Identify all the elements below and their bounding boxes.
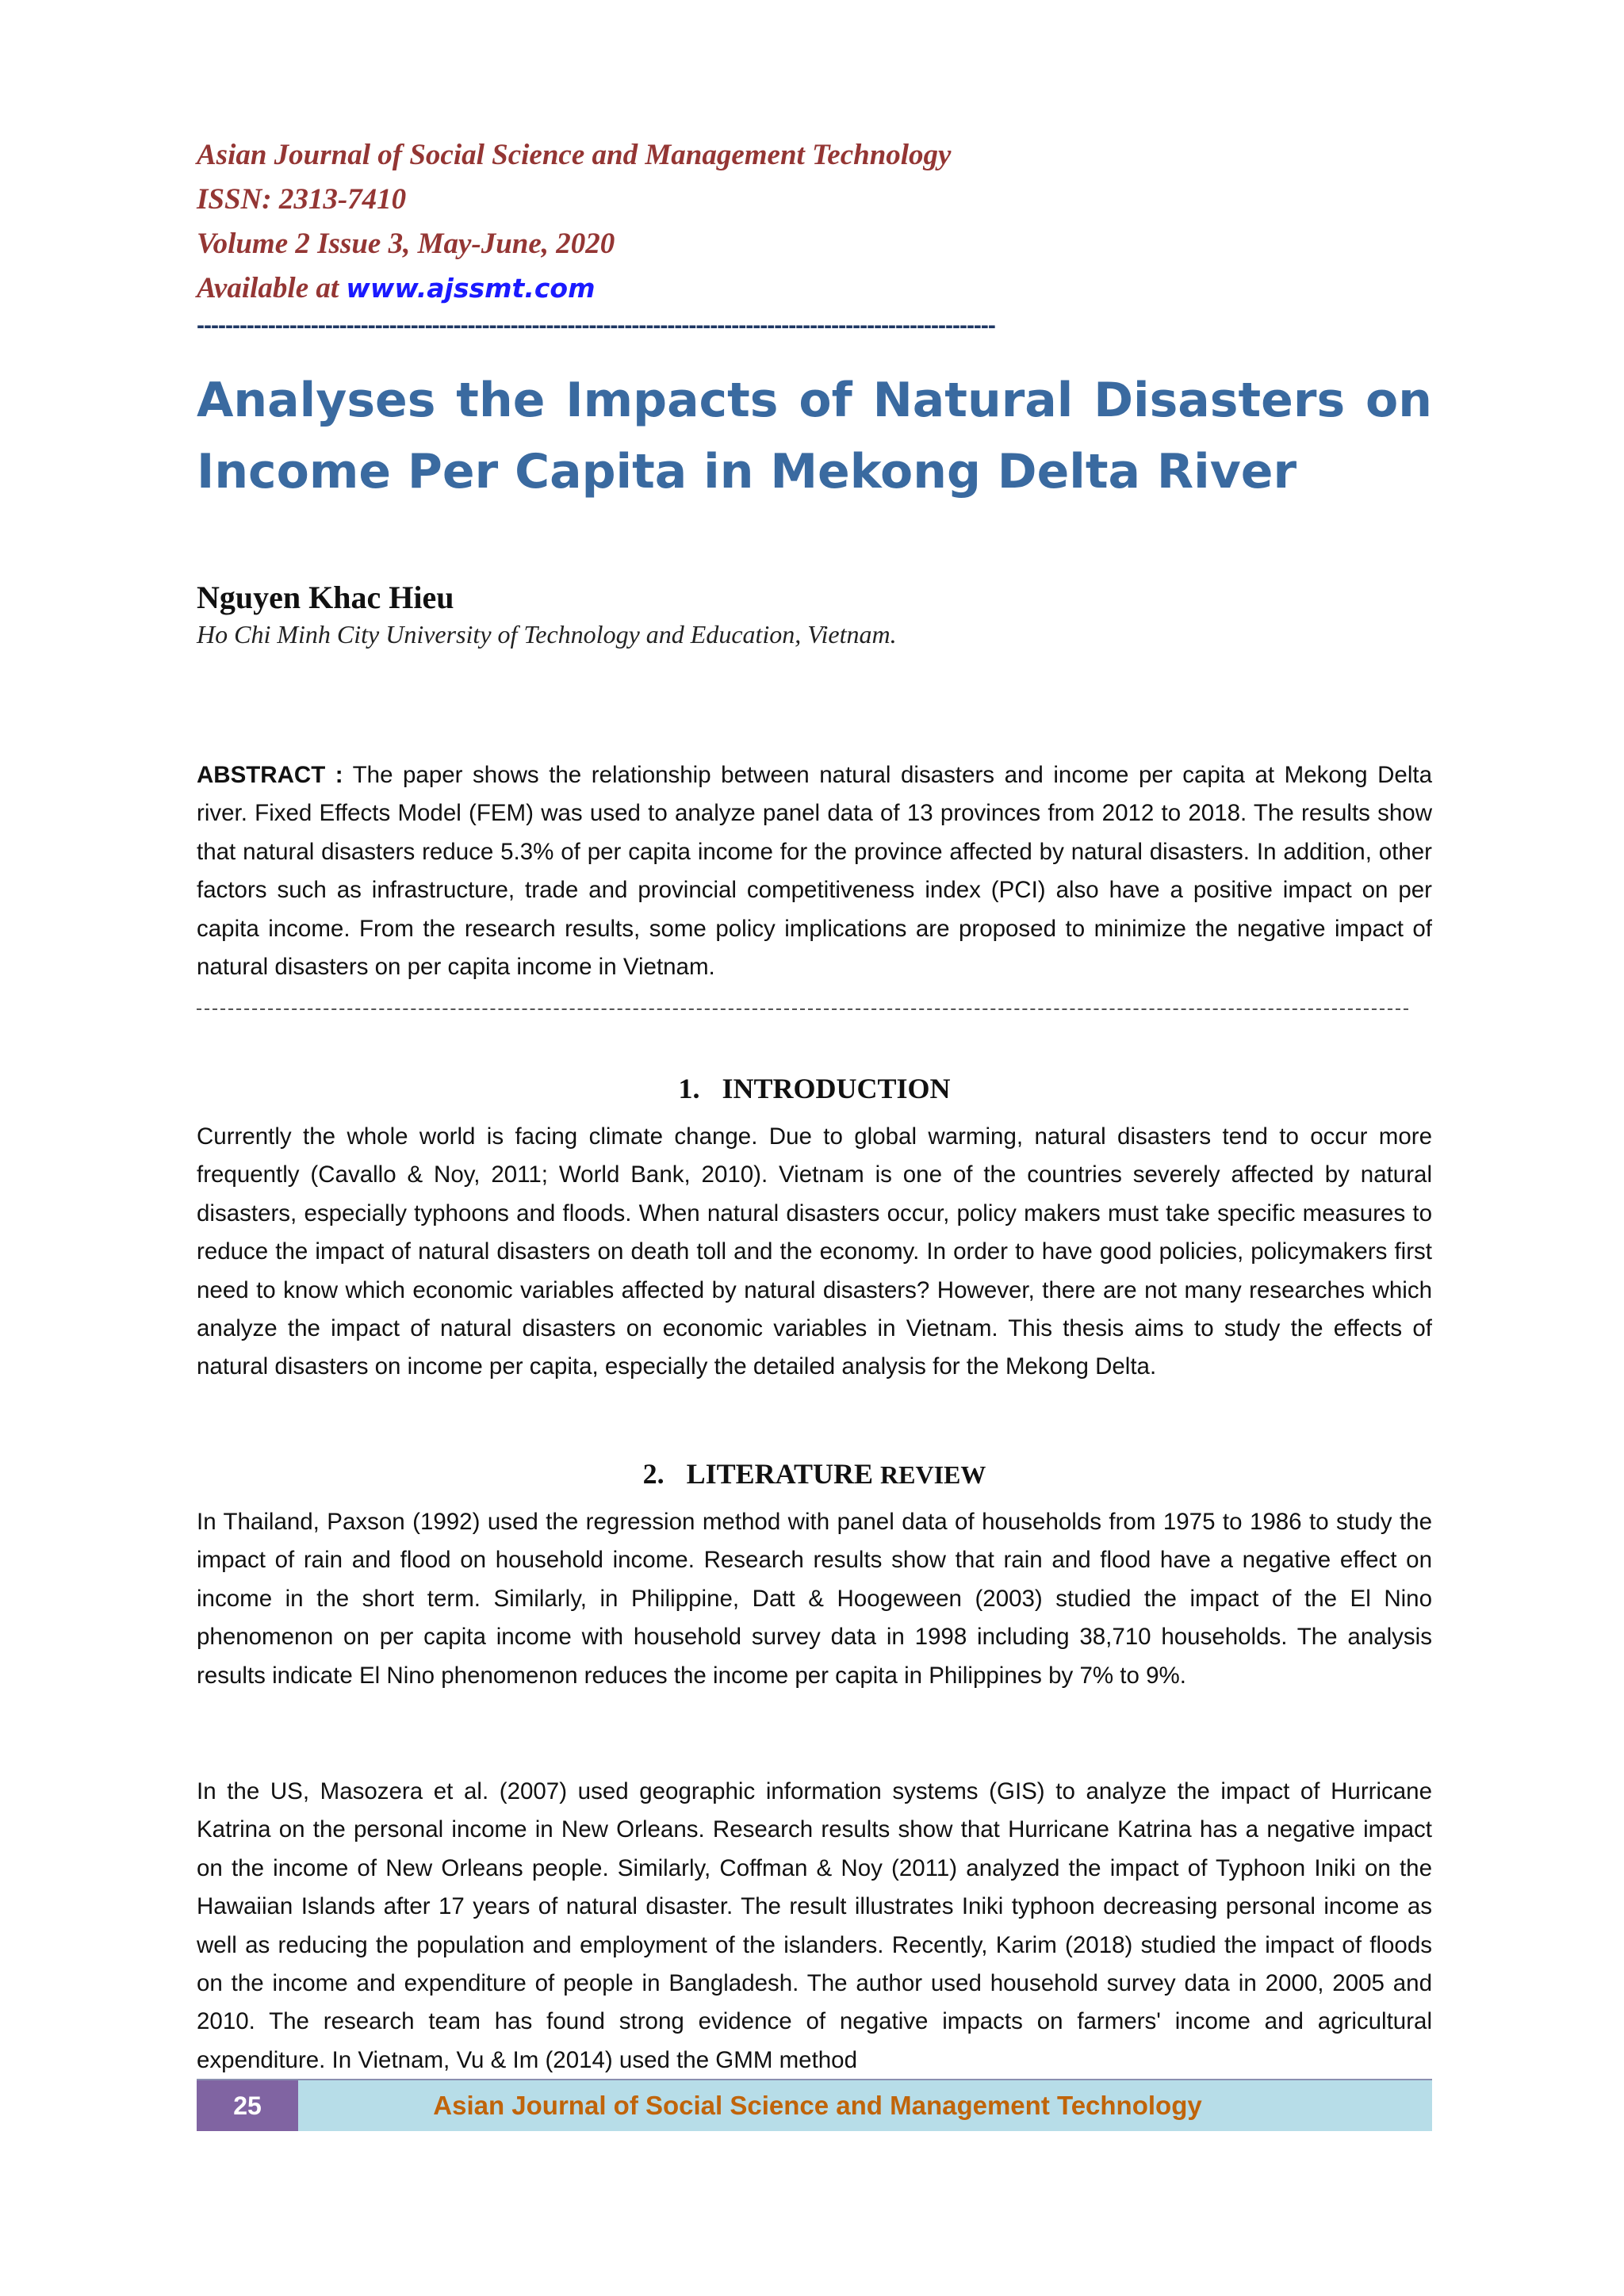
section-number: 2. bbox=[642, 1458, 665, 1490]
section-title: INTRODUCTION bbox=[722, 1073, 951, 1104]
journal-issn: ISSN: 2313-7410 bbox=[197, 183, 407, 216]
page-number: 25 bbox=[197, 2080, 298, 2131]
journal-header bbox=[197, 133, 1432, 339]
section-title-main: LITERATURE bbox=[686, 1458, 874, 1490]
journal-name: Asian Journal of Social Science and Management Technology bbox=[197, 139, 952, 171]
abstract bbox=[197, 756, 1432, 986]
section-title-rest: REVIEW bbox=[880, 1460, 986, 1489]
introduction-paragraph: Currently the whole world is facing climate change. Due to global warming, natural disasters tend to occur more frequently (Cavallo & Noy, 2011; World Bank, 2010). Vietnam is one of the countries severely affected by natural disasters, especially typhoons and floods. When natural disasters occur, policy makers must take specific measures to reduce the impact of natural disasters on death toll and the economy. In order to have good policies, policymakers first need to know which economic variables affected by natural disasters? However, there are not many researches which analyze the impact of natural disasters on economic variables in Vietnam. This thesis aims to study the effects of natural disasters on income per capita, especially the detailed analysis for the Mekong Delta. bbox=[197, 1123, 1432, 1380]
available-prefix: Available at bbox=[197, 272, 347, 304]
page-footer bbox=[197, 2079, 1432, 2131]
section-heading-introduction bbox=[197, 1072, 1432, 1105]
paper-title-line-2: Income Per Capita in Mekong Delta River bbox=[197, 444, 1297, 499]
paper-title bbox=[197, 365, 1432, 507]
section-number: 1. bbox=[678, 1073, 700, 1104]
literature-paragraph-2: In the US, Masozera et al. (2007) used geographic information systems (GIS) to analyze the impact of Hurricane Katrina on the personal income in New Orleans. Research results show that Hurricane Katrina has a negative impact on the income of New Orleans people. Similarly, Coffman & Noy (2011) analyzed the impact of Typhoon Iniki on the Hawaiian Islands after 17 years of natural disaster. The result illustrates Iniki typhoon decreasing personal income as well as reducing the population and employment of the islanders. Recently, Karim (2018) studied the impact of floods on the income and expenditure of people in Bangladesh. The author used household survey data in 2000, 2005 and 2010. The research team has found strong evidence of negative impacts on farmers' income and agricultural expenditure. In Vietnam, Vu & Im (2014) used the GMM method bbox=[197, 1778, 1432, 2073]
abstract-text: The paper shows the relationship between natural disasters and income per capita at Mekong Delta river. Fixed Effects Model (FEM) was used to analyze panel data of 13 provinces from 2012 to 2018. The results show that natural disasters reduce 5.3% of per capita income for the province affected by natural disasters. In addition, other factors such as infrastructure, trade and provincial competitiveness index (PCI) also have a positive impact on per capita income. From the research results, some policy implications are proposed to minimize the negative impact of natural disasters on per capita income in Vietnam. bbox=[197, 762, 1432, 981]
literature-paragraph-1: In Thailand, Paxson (1992) used the regression method with panel data of households from 1975 to 1986 to study the impact of rain and flood on household income. Research results show that rain and flood have a negative effect on income in the short term. Similarly, in Philippine, Datt & Hoogeween (2003) studied the impact of the El Nino phenomenon on per capita income with household survey data in 1998 including 38,710 households. The analysis results indicate El Nino phenomenon reduces the income per capita in Philippines by 7% to 9%. bbox=[197, 1509, 1432, 1689]
journal-volume: Volume 2 Issue 3, May-June, 2020 bbox=[197, 228, 615, 260]
journal-website-link[interactable]: www.ajssmt.com bbox=[346, 273, 596, 304]
abstract-label: ABSTRACT : bbox=[197, 762, 343, 788]
section-divider bbox=[197, 1008, 1408, 1010]
header-dashed-rule: ---------------------------------------------------------------------------------------------------------------- bbox=[197, 312, 995, 339]
author-affiliation: Ho Chi Minh City University of Technology and Education, Vietnam. bbox=[197, 620, 897, 649]
journal-availability bbox=[197, 266, 1432, 311]
section-heading-literature-review bbox=[197, 1457, 1432, 1490]
footer-journal-name: Asian Journal of Social Science and Management Technology bbox=[433, 2091, 1202, 2120]
author-name: Nguyen Khac Hieu bbox=[197, 580, 454, 615]
paper-title-line-1: Analyses the Impacts of Natural Disasters on bbox=[197, 373, 1432, 428]
